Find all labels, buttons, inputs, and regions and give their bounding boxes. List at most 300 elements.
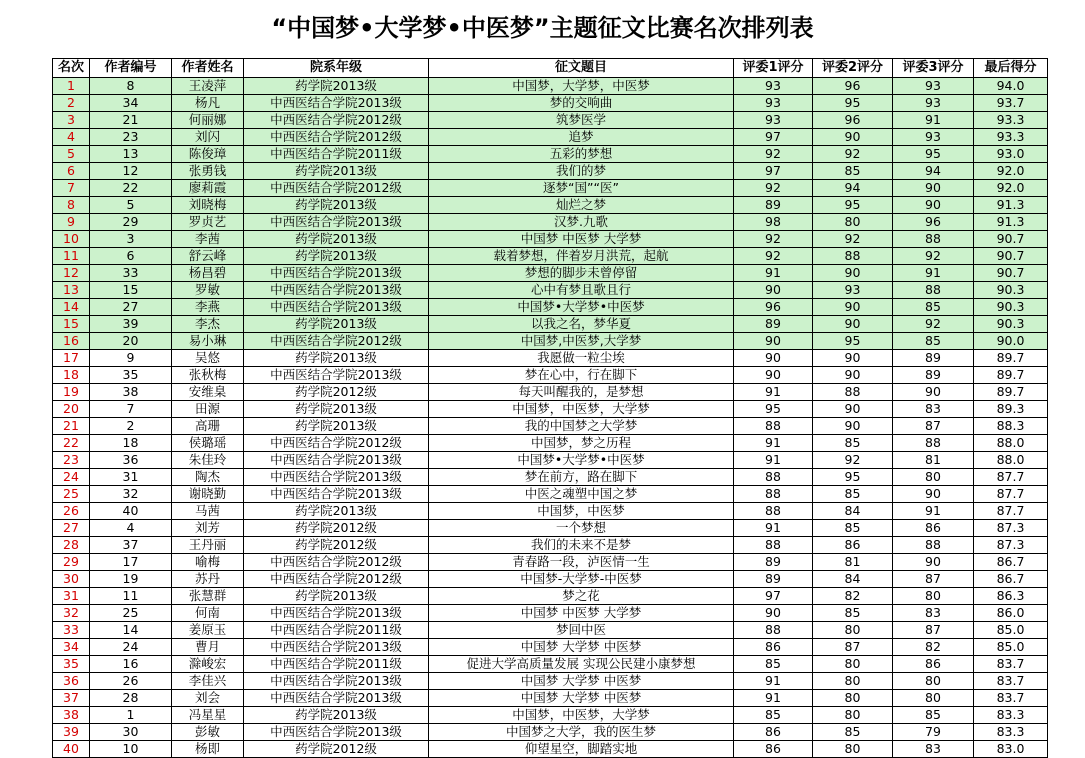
final-score-cell: 94.0 [974,78,1048,95]
author-name-cell: 何丽娜 [172,112,244,129]
page-title: “中国梦•大学梦•中医梦”主题征文比赛名次排列表 [271,14,814,42]
department-cell: 中西医结合学院2011级 [244,622,429,639]
judge3-score-cell: 95 [893,146,974,163]
rank-cell: 25 [53,486,90,503]
table-row [53,741,1048,758]
judge1-score-cell: 90 [734,282,813,299]
judge1-score-cell: 93 [734,95,813,112]
author-name-cell: 何南 [172,605,244,622]
final-score-cell: 87.3 [974,520,1048,537]
author-name-cell: 冯星星 [172,707,244,724]
header-author-id: 作者编号 [90,59,172,78]
judge1-score-cell: 92 [734,180,813,197]
final-score-cell: 83.7 [974,690,1048,707]
judge1-score-cell: 90 [734,333,813,350]
table-row [53,333,1048,350]
table-row [53,673,1048,690]
author-id-cell: 16 [90,656,172,673]
author-id-cell: 32 [90,486,172,503]
final-score-cell: 87.7 [974,503,1048,520]
essay-title-cell: 梦在心中，行在脚下 [429,367,734,384]
department-cell: 药学院2013级 [244,248,429,265]
rank-cell: 11 [53,248,90,265]
table-row [53,282,1048,299]
table-row [53,163,1048,180]
author-id-cell: 8 [90,78,172,95]
table-row [53,724,1048,741]
author-id-cell: 17 [90,554,172,571]
table-row [53,129,1048,146]
judge3-score-cell: 83 [893,605,974,622]
judge3-score-cell: 82 [893,639,974,656]
judge1-score-cell: 86 [734,724,813,741]
final-score-cell: 86.0 [974,605,1048,622]
final-score-cell: 87.7 [974,486,1048,503]
rank-cell: 8 [53,197,90,214]
judge2-score-cell: 90 [813,367,893,384]
judge1-score-cell: 90 [734,605,813,622]
judge2-score-cell: 81 [813,554,893,571]
judge3-score-cell: 88 [893,231,974,248]
table-row [53,214,1048,231]
judge3-score-cell: 80 [893,673,974,690]
header-judge2-score: 评委2评分 [813,59,893,78]
judge2-score-cell: 88 [813,248,893,265]
table-row [53,503,1048,520]
author-name-cell: 刘会 [172,690,244,707]
rank-cell: 34 [53,639,90,656]
author-name-cell: 吴悠 [172,350,244,367]
table-row [53,95,1048,112]
rank-cell: 21 [53,418,90,435]
judge3-score-cell: 88 [893,282,974,299]
final-score-cell: 90.0 [974,333,1048,350]
judge1-score-cell: 91 [734,690,813,707]
essay-title-cell: 中国梦，中医梦，大学梦 [429,401,734,418]
author-name-cell: 李燕 [172,299,244,316]
rank-cell: 39 [53,724,90,741]
judge1-score-cell: 91 [734,435,813,452]
author-name-cell: 杨昌碧 [172,265,244,282]
judge2-score-cell: 80 [813,690,893,707]
author-name-cell: 李茜 [172,231,244,248]
author-name-cell: 田源 [172,401,244,418]
judge3-score-cell: 88 [893,537,974,554]
author-name-cell: 杨即 [172,741,244,758]
essay-title-cell: 梦之花 [429,588,734,605]
judge1-score-cell: 92 [734,231,813,248]
final-score-cell: 89.7 [974,350,1048,367]
judge2-score-cell: 95 [813,197,893,214]
department-cell: 药学院2013级 [244,163,429,180]
judge1-score-cell: 85 [734,656,813,673]
judge1-score-cell: 93 [734,78,813,95]
judge1-score-cell: 86 [734,741,813,758]
header-author-name: 作者姓名 [172,59,244,78]
essay-title-cell: 中国梦-大学梦-中医梦 [429,571,734,588]
rank-cell: 6 [53,163,90,180]
judge2-score-cell: 93 [813,282,893,299]
judge1-score-cell: 86 [734,639,813,656]
table-row [53,316,1048,333]
author-id-cell: 34 [90,95,172,112]
essay-title-cell: 中国梦•大学梦•中医梦 [429,452,734,469]
table-row [53,588,1048,605]
author-id-cell: 3 [90,231,172,248]
essay-title-cell: 心中有梦且歌且行 [429,282,734,299]
author-id-cell: 7 [90,401,172,418]
table-row [53,605,1048,622]
judge2-score-cell: 92 [813,452,893,469]
author-name-cell: 曹月 [172,639,244,656]
table-row [53,146,1048,163]
essay-title-cell: 灿烂之梦 [429,197,734,214]
author-id-cell: 31 [90,469,172,486]
table-row [53,401,1048,418]
judge3-score-cell: 80 [893,690,974,707]
author-id-cell: 22 [90,180,172,197]
rank-cell: 19 [53,384,90,401]
judge1-score-cell: 98 [734,214,813,231]
author-name-cell: 高珊 [172,418,244,435]
rank-cell: 5 [53,146,90,163]
judge1-score-cell: 89 [734,554,813,571]
rank-cell: 13 [53,282,90,299]
rank-cell: 30 [53,571,90,588]
essay-title-cell: 梦在前方，路在脚下 [429,469,734,486]
final-score-cell: 92.0 [974,163,1048,180]
rank-cell: 40 [53,741,90,758]
rank-cell: 4 [53,129,90,146]
final-score-cell: 90.3 [974,282,1048,299]
judge3-score-cell: 90 [893,384,974,401]
essay-title-cell: 中国梦,中医梦,大学梦 [429,333,734,350]
judge1-score-cell: 91 [734,384,813,401]
author-name-cell: 苏丹 [172,571,244,588]
author-id-cell: 1 [90,707,172,724]
department-cell: 中西医结合学院2013级 [244,605,429,622]
rank-cell: 37 [53,690,90,707]
final-score-cell: 86.3 [974,588,1048,605]
department-cell: 中西医结合学院2012级 [244,333,429,350]
rank-cell: 16 [53,333,90,350]
judge3-score-cell: 85 [893,707,974,724]
author-id-cell: 13 [90,146,172,163]
department-cell: 药学院2012级 [244,741,429,758]
essay-title-cell: 中国梦，中医梦 [429,503,734,520]
author-name-cell: 王丹丽 [172,537,244,554]
author-name-cell: 陈俊璋 [172,146,244,163]
author-name-cell: 罗贞艺 [172,214,244,231]
judge1-score-cell: 88 [734,469,813,486]
judge1-score-cell: 95 [734,401,813,418]
judge2-score-cell: 85 [813,486,893,503]
header-final-score: 最后得分 [974,59,1048,78]
judge1-score-cell: 91 [734,452,813,469]
final-score-cell: 88.3 [974,418,1048,435]
final-score-cell: 91.3 [974,214,1048,231]
rank-cell: 9 [53,214,90,231]
essay-title-cell: 中国梦之大学，我的医生梦 [429,724,734,741]
author-name-cell: 安维臬 [172,384,244,401]
department-cell: 中西医结合学院2013级 [244,673,429,690]
department-cell: 中西医结合学院2012级 [244,112,429,129]
judge3-score-cell: 83 [893,401,974,418]
author-id-cell: 39 [90,316,172,333]
final-score-cell: 90.7 [974,231,1048,248]
judge2-score-cell: 85 [813,605,893,622]
judge3-score-cell: 92 [893,248,974,265]
author-id-cell: 30 [90,724,172,741]
author-name-cell: 易小琳 [172,333,244,350]
table-row [53,707,1048,724]
essay-title-cell: 梦回中医 [429,622,734,639]
department-cell: 中西医结合学院2012级 [244,435,429,452]
table-row [53,197,1048,214]
author-id-cell: 35 [90,367,172,384]
judge1-score-cell: 97 [734,588,813,605]
final-score-cell: 87.7 [974,469,1048,486]
header-judge1-score: 评委1评分 [734,59,813,78]
author-name-cell: 刘芳 [172,520,244,537]
final-score-cell: 86.7 [974,554,1048,571]
department-cell: 中西医结合学院2013级 [244,214,429,231]
author-id-cell: 29 [90,214,172,231]
final-score-cell: 83.3 [974,707,1048,724]
essay-title-cell: 中国梦，中医梦，大学梦 [429,707,734,724]
judge2-score-cell: 80 [813,214,893,231]
department-cell: 中西医结合学院2013级 [244,95,429,112]
judge2-score-cell: 90 [813,350,893,367]
final-score-cell: 83.0 [974,741,1048,758]
department-cell: 中西医结合学院2013级 [244,282,429,299]
author-name-cell: 滁峻宏 [172,656,244,673]
essay-title-cell: 中国梦，大学梦，中医梦 [429,78,734,95]
author-id-cell: 40 [90,503,172,520]
judge1-score-cell: 88 [734,622,813,639]
rank-cell: 10 [53,231,90,248]
essay-title-cell: 我的中国梦之大学梦 [429,418,734,435]
judge3-score-cell: 80 [893,588,974,605]
rank-cell: 28 [53,537,90,554]
judge1-score-cell: 91 [734,520,813,537]
rank-cell: 14 [53,299,90,316]
judge2-score-cell: 88 [813,384,893,401]
judge2-score-cell: 80 [813,673,893,690]
department-cell: 药学院2013级 [244,418,429,435]
rank-cell: 36 [53,673,90,690]
judge2-score-cell: 80 [813,741,893,758]
author-id-cell: 36 [90,452,172,469]
author-id-cell: 19 [90,571,172,588]
judge3-score-cell: 96 [893,214,974,231]
author-name-cell: 李杰 [172,316,244,333]
department-cell: 中西医结合学院2011级 [244,146,429,163]
department-cell: 中西医结合学院2012级 [244,180,429,197]
rank-cell: 24 [53,469,90,486]
author-name-cell: 张勇钱 [172,163,244,180]
rank-cell: 26 [53,503,90,520]
table-row [53,248,1048,265]
judge3-score-cell: 90 [893,197,974,214]
department-cell: 中西医结合学院2012级 [244,571,429,588]
essay-title-cell: 每天叫醒我的，是梦想 [429,384,734,401]
author-id-cell: 23 [90,129,172,146]
essay-title-cell: 我愿做一粒尘埃 [429,350,734,367]
essay-title-cell: 中国梦 中医梦 大学梦 [429,605,734,622]
final-score-cell: 90.7 [974,265,1048,282]
essay-title-cell: 梦想的脚步未曾停留 [429,265,734,282]
essay-title-cell: 载着梦想，伴着岁月洪荒，起航 [429,248,734,265]
final-score-cell: 93.3 [974,129,1048,146]
department-cell: 中西医结合学院2013级 [244,265,429,282]
judge1-score-cell: 91 [734,265,813,282]
judge1-score-cell: 89 [734,197,813,214]
judge2-score-cell: 84 [813,503,893,520]
essay-title-cell: 青春路一段，泸医情一生 [429,554,734,571]
table-row [53,350,1048,367]
judge2-score-cell: 87 [813,639,893,656]
final-score-cell: 92.0 [974,180,1048,197]
final-score-cell: 86.7 [974,571,1048,588]
judge3-score-cell: 81 [893,452,974,469]
department-cell: 中西医结合学院2013级 [244,367,429,384]
final-score-cell: 89.3 [974,401,1048,418]
judge2-score-cell: 94 [813,180,893,197]
judge2-score-cell: 90 [813,129,893,146]
final-score-cell: 83.7 [974,673,1048,690]
header-rank: 名次 [53,59,90,78]
judge3-score-cell: 91 [893,503,974,520]
judge2-score-cell: 92 [813,231,893,248]
rank-cell: 23 [53,452,90,469]
judge1-score-cell: 97 [734,129,813,146]
department-cell: 中西医结合学院2013级 [244,639,429,656]
author-id-cell: 20 [90,333,172,350]
rank-cell: 31 [53,588,90,605]
author-name-cell: 朱佳玲 [172,452,244,469]
judge3-score-cell: 93 [893,95,974,112]
essay-title-cell: 中国梦 中医梦 大学梦 [429,231,734,248]
essay-title-cell: 中国梦 大学梦 中医梦 [429,639,734,656]
department-cell: 药学院2013级 [244,588,429,605]
table-row [53,690,1048,707]
rank-cell: 15 [53,316,90,333]
table-row [53,486,1048,503]
judge3-score-cell: 89 [893,367,974,384]
author-id-cell: 6 [90,248,172,265]
table-row [53,656,1048,673]
final-score-cell: 85.0 [974,639,1048,656]
judge2-score-cell: 90 [813,265,893,282]
final-score-cell: 93.3 [974,112,1048,129]
author-name-cell: 马茜 [172,503,244,520]
essay-title-cell: 中医之魂塑中国之梦 [429,486,734,503]
department-cell: 中西医结合学院2011级 [244,656,429,673]
essay-title-cell: 逐梦“国”“医” [429,180,734,197]
judge2-score-cell: 95 [813,469,893,486]
judge1-score-cell: 91 [734,673,813,690]
department-cell: 中西医结合学院2013级 [244,724,429,741]
judge2-score-cell: 90 [813,418,893,435]
final-score-cell: 93.0 [974,146,1048,163]
judge3-score-cell: 87 [893,418,974,435]
author-name-cell: 王凌萍 [172,78,244,95]
department-cell: 药学院2012级 [244,520,429,537]
author-name-cell: 张秋梅 [172,367,244,384]
department-cell: 中西医结合学院2013级 [244,486,429,503]
judge2-score-cell: 95 [813,95,893,112]
author-name-cell: 谢晓勤 [172,486,244,503]
judge2-score-cell: 80 [813,707,893,724]
department-cell: 中西医结合学院2013级 [244,469,429,486]
judge2-score-cell: 85 [813,520,893,537]
judge1-score-cell: 89 [734,316,813,333]
department-cell: 中西医结合学院2012级 [244,129,429,146]
table-row [53,78,1048,95]
essay-title-cell: 中国梦，梦之历程 [429,435,734,452]
author-name-cell: 刘晓梅 [172,197,244,214]
author-id-cell: 14 [90,622,172,639]
author-id-cell: 33 [90,265,172,282]
judge2-score-cell: 80 [813,622,893,639]
author-name-cell: 李佳兴 [172,673,244,690]
author-id-cell: 4 [90,520,172,537]
judge3-score-cell: 92 [893,316,974,333]
judge2-score-cell: 95 [813,333,893,350]
department-cell: 药学院2013级 [244,197,429,214]
judge3-score-cell: 83 [893,741,974,758]
department-cell: 药学院2013级 [244,316,429,333]
final-score-cell: 87.3 [974,537,1048,554]
rank-cell: 2 [53,95,90,112]
rank-cell: 1 [53,78,90,95]
table-row [53,571,1048,588]
ranking-body [53,78,1048,758]
header-row [53,59,1048,78]
department-cell: 中西医结合学院2013级 [244,690,429,707]
table-row [53,112,1048,129]
judge3-score-cell: 90 [893,180,974,197]
rank-cell: 32 [53,605,90,622]
final-score-cell: 90.3 [974,316,1048,333]
author-name-cell: 廖莉霞 [172,180,244,197]
author-id-cell: 26 [90,673,172,690]
judge2-score-cell: 92 [813,146,893,163]
rank-cell: 22 [53,435,90,452]
author-name-cell: 喻梅 [172,554,244,571]
rank-cell: 3 [53,112,90,129]
department-cell: 药学院2013级 [244,401,429,418]
judge2-score-cell: 96 [813,112,893,129]
rank-cell: 35 [53,656,90,673]
judge3-score-cell: 93 [893,78,974,95]
table-row [53,435,1048,452]
header-judge3-score: 评委3评分 [893,59,974,78]
ranking-table [52,58,1048,758]
table-row [53,520,1048,537]
judge2-score-cell: 90 [813,401,893,418]
essay-title-cell: 我们的梦 [429,163,734,180]
judge2-score-cell: 85 [813,163,893,180]
author-name-cell: 彭敏 [172,724,244,741]
judge3-score-cell: 90 [893,486,974,503]
rank-cell: 7 [53,180,90,197]
judge1-score-cell: 90 [734,350,813,367]
department-cell: 药学院2013级 [244,78,429,95]
judge3-score-cell: 85 [893,299,974,316]
author-id-cell: 38 [90,384,172,401]
